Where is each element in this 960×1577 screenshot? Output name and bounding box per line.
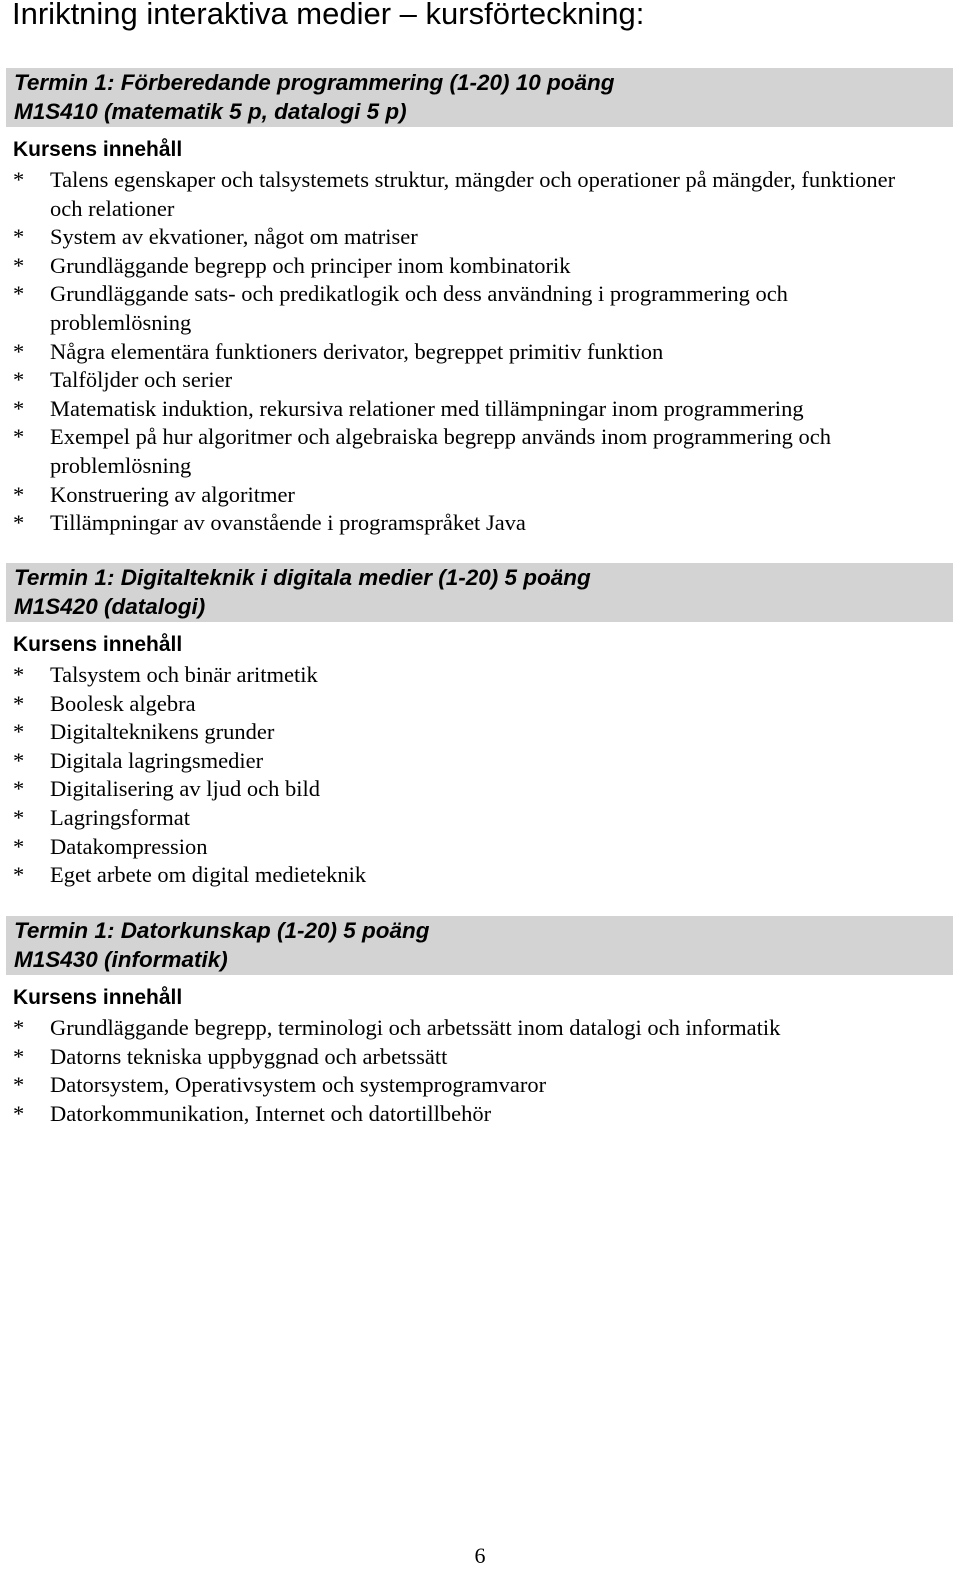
bullet-marker: *	[13, 510, 25, 536]
list-item	[0, 747, 960, 776]
list-item	[0, 166, 960, 223]
list-item-text: Talföljder och serier	[50, 367, 233, 393]
course-title: Termin 1: Förberedande programmering (1-20) 10 poäng	[14, 70, 615, 95]
list-item	[0, 804, 960, 833]
list-item-text: Lagringsformat	[50, 804, 190, 830]
list-item-text: System av ekvationer, något om matriser	[50, 224, 418, 250]
page-title: Inriktning interaktiva medier – kursförteckning:	[12, 0, 645, 31]
bullet-marker: *	[13, 1072, 25, 1098]
bullet-marker: *	[13, 1015, 25, 1040]
list-item	[0, 1043, 960, 1072]
bullet-marker: *	[13, 395, 25, 421]
list-item	[0, 690, 960, 719]
course-header	[6, 916, 953, 975]
list-item	[0, 280, 960, 337]
course-content-list	[0, 166, 960, 538]
bullet-marker: *	[13, 804, 25, 830]
bullet-marker: *	[13, 662, 25, 687]
bullet-marker: *	[13, 862, 25, 888]
list-item	[0, 1014, 960, 1043]
list-item-text: Matematisk induktion, rekursiva relationer med tillämpningar inom programmering	[50, 395, 804, 421]
list-item-text: Konstruering av algoritmer	[50, 481, 295, 507]
course-code: M1S430 (informatik)	[14, 946, 228, 972]
list-item-text: Grundläggande sats- och predikatlogik och dess användning i programmering och problemlösning	[50, 281, 788, 335]
bullet-marker: *	[13, 690, 25, 716]
list-item	[0, 661, 960, 690]
list-item	[0, 366, 960, 395]
list-item-text: Datorkommunikation, Internet och datortillbehör	[50, 1100, 492, 1126]
list-item	[0, 718, 960, 747]
list-item-text: Boolesk algebra	[50, 690, 196, 716]
list-item-text: Datorsystem, Operativsystem och systemprogramvaror	[50, 1072, 547, 1098]
list-item	[0, 775, 960, 804]
bullet-marker: *	[13, 167, 25, 192]
content-heading: Kursens innehåll	[13, 633, 183, 656]
page-number: 6	[474, 1543, 486, 1568]
course-header	[6, 68, 953, 127]
list-item-text: Talsystem och binär aritmetik	[50, 662, 318, 687]
list-item-text: Några elementära funktioners derivator, begreppet primitiv funktion	[50, 338, 664, 364]
course-content-list	[0, 661, 960, 890]
course-section-m1s420	[0, 563, 960, 890]
course-header	[6, 563, 953, 622]
list-item-text: Grundläggande begrepp och principer inom kombinatorik	[50, 252, 571, 278]
course-code: M1S410 (matematik 5 p, datalogi 5 p)	[14, 98, 407, 124]
course-code: M1S420 (datalogi)	[14, 593, 206, 619]
bullet-marker: *	[13, 747, 25, 773]
bullet-marker: *	[13, 1100, 25, 1126]
list-item	[0, 861, 960, 890]
bullet-marker: *	[13, 281, 25, 307]
course-section-m1s430	[0, 916, 960, 1128]
bullet-marker: *	[13, 1043, 25, 1069]
list-item	[0, 395, 960, 424]
list-item-text: Datakompression	[50, 833, 208, 859]
content-heading: Kursens innehåll	[13, 138, 183, 161]
list-item-text: Eget arbete om digital medieteknik	[50, 862, 367, 888]
list-item	[0, 338, 960, 367]
list-item-text: Digitalteknikens grunder	[50, 719, 275, 745]
list-item-text: Talens egenskaper och talsystemets struktur, mängder och operationer på mängder, funktioner och relationer	[50, 167, 896, 221]
list-item	[0, 423, 960, 480]
list-item-text: Datorns tekniska uppbyggnad och arbetssätt	[50, 1043, 448, 1069]
list-item	[0, 1100, 960, 1129]
bullet-marker: *	[13, 367, 25, 393]
course-title: Termin 1: Digitalteknik i digitala medier (1-20) 5 poäng	[14, 565, 591, 590]
course-content-list	[0, 1014, 960, 1128]
list-item-text: Digitalisering av ljud och bild	[50, 776, 320, 802]
list-item-text: Tillämpningar av ovanstående i programspråket Java	[50, 510, 526, 536]
bullet-marker: *	[13, 833, 25, 859]
bullet-marker: *	[13, 338, 25, 364]
bullet-marker: *	[13, 252, 25, 278]
bullet-marker: *	[13, 424, 25, 450]
bullet-marker: *	[13, 719, 25, 745]
course-title: Termin 1: Datorkunskap (1-20) 5 poäng	[14, 918, 430, 943]
list-item-text: Digitala lagringsmedier	[50, 747, 264, 773]
course-section-m1s410	[0, 68, 960, 538]
list-item	[0, 223, 960, 252]
bullet-marker: *	[13, 481, 25, 507]
bullet-marker: *	[13, 224, 25, 250]
list-item	[0, 833, 960, 862]
list-item	[0, 509, 960, 538]
list-item-text: Exempel på hur algoritmer och algebraiska begrepp används inom programmering och problemlösning	[50, 424, 831, 478]
list-item	[0, 252, 960, 281]
list-item-text: Grundläggande begrepp, terminologi och arbetssätt inom datalogi och informatik	[50, 1015, 781, 1040]
content-heading: Kursens innehåll	[13, 986, 183, 1009]
list-item	[0, 1071, 960, 1100]
bullet-marker: *	[13, 776, 25, 802]
list-item	[0, 481, 960, 510]
